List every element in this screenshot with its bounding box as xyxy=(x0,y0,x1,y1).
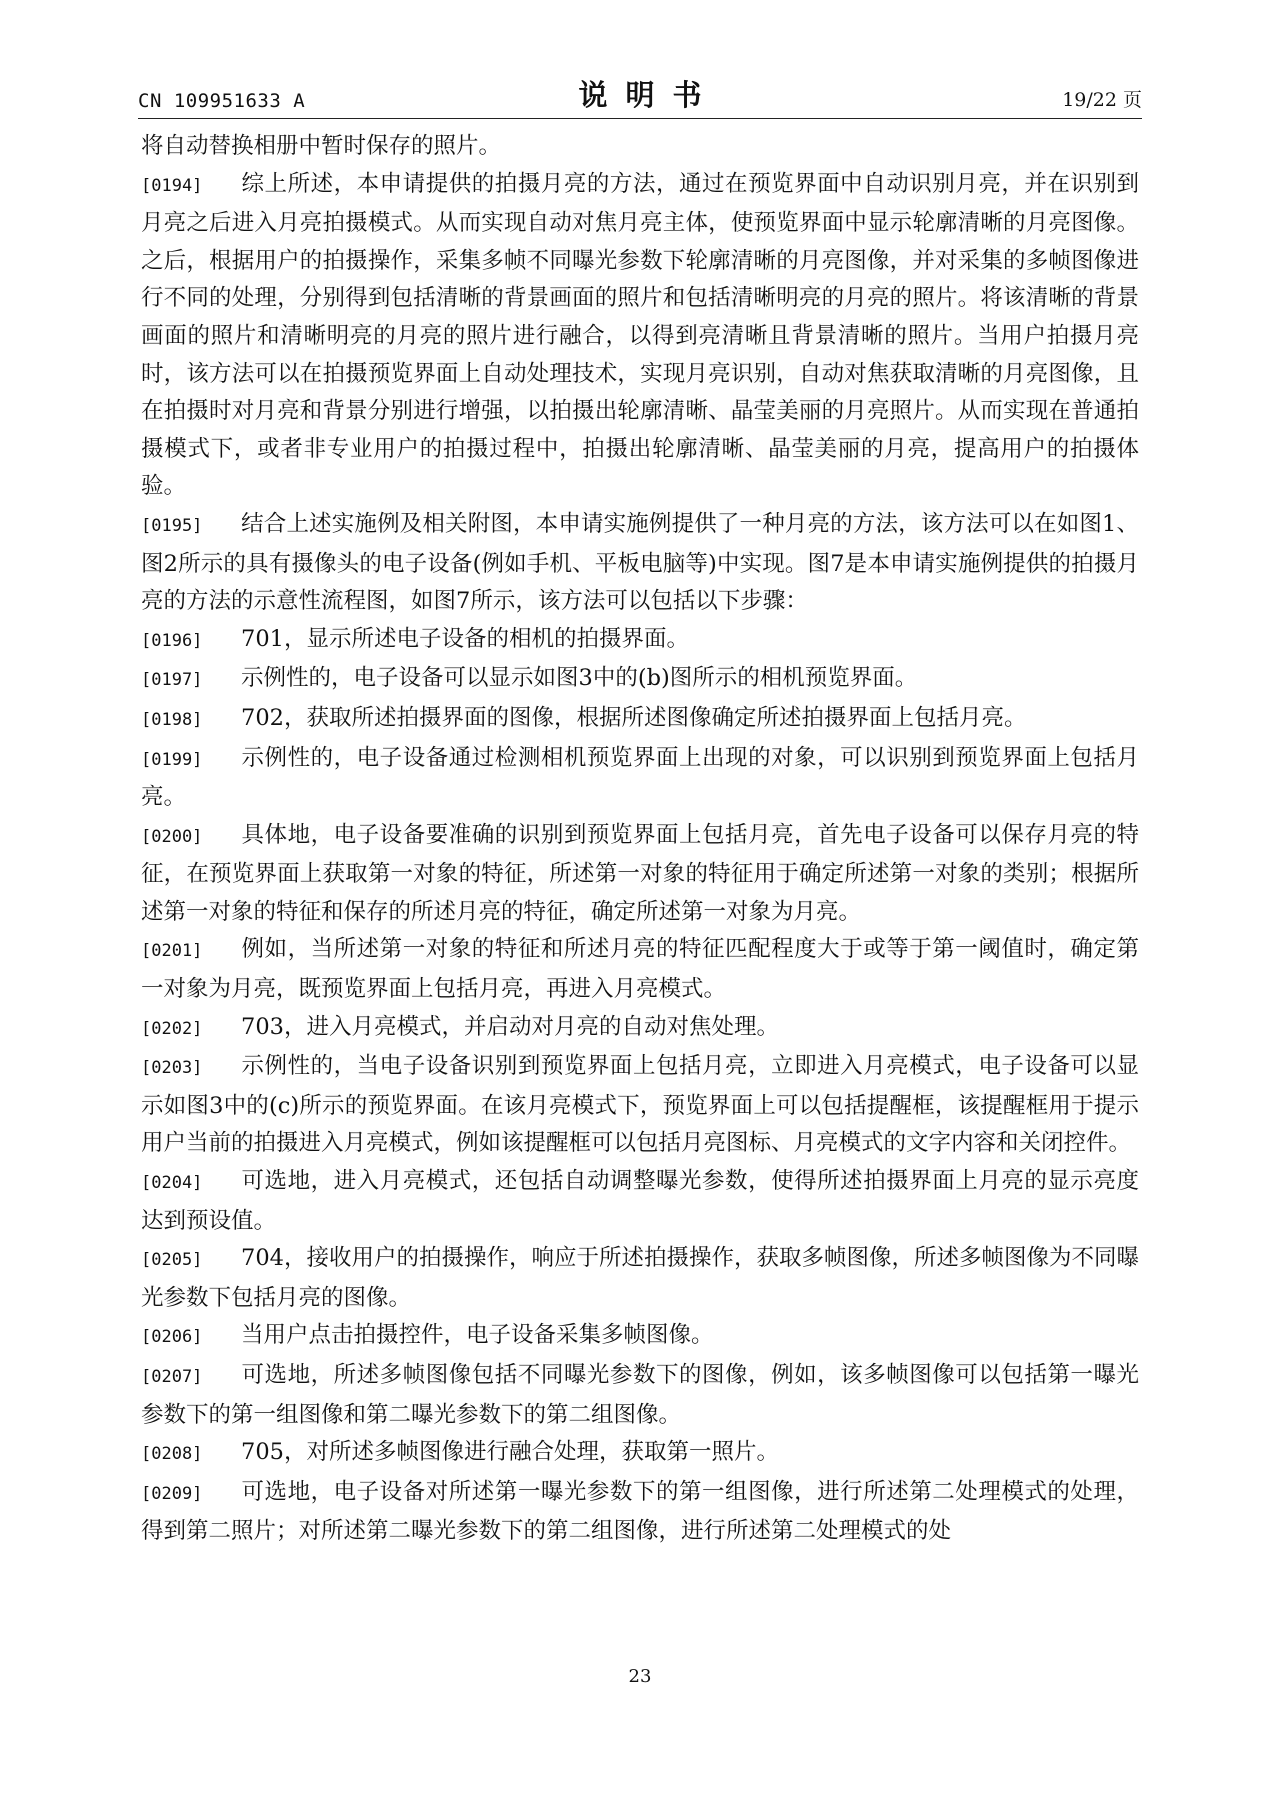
page-number: 23 xyxy=(628,1666,652,1687)
paragraph xyxy=(141,506,1139,621)
paragraph xyxy=(141,1163,1139,1240)
paragraph-number: [0198] xyxy=(141,709,203,730)
paragraph-text: 结合上述实施例及相关附图，本申请实施例提供了一种月亮的方法，该方法可以在如图1、图2所示的具有摄像头的电子设备(例如手机、平板电脑等)中实现。图7是本申请实施例提供的拍摄月亮的方法的示意性流程图，如图7所示，该方法可以包括以下步骤： xyxy=(141,510,1139,615)
paragraph-text: 可选地，进入月亮模式，还包括自动调整曝光参数，使得所述拍摄界面上月亮的显示亮度达到预设值。 xyxy=(141,1168,1139,1234)
paragraph-number: [0203] xyxy=(141,1058,203,1079)
paragraph-number: [0207] xyxy=(141,1367,203,1387)
paragraph xyxy=(141,817,1139,932)
paragraph xyxy=(141,700,1139,740)
paragraph-text: 704，接收用户的拍摄操作，响应于所述拍摄操作，获取多帧图像，所述多帧图像为不同曝光参数下包括月亮的图像。 xyxy=(141,1245,1139,1311)
paragraph xyxy=(141,1009,1139,1049)
page-info: 19/22 页 xyxy=(1062,89,1142,111)
paragraph-text: 具体地，电子设备要准确的识别到预览界面上包括月亮，首先电子设备可以保存月亮的特征，在预览界面上获取第一对象的特征，所述第一对象的特征用于确定所述第一对象的类别；根据所述第一对象的特征和保存的所述月亮的特征，确定所述第一对象为月亮。 xyxy=(141,821,1139,925)
paragraph-number: [0204] xyxy=(141,1173,203,1194)
paragraph-text: 例如，当所述第一对象的特征和所述月亮的特征匹配程度大于或等于第一阈值时，确定第一对象为月亮，既预览界面上包括月亮，再进入月亮模式。 xyxy=(141,936,1139,1003)
paragraph-number: [0197] xyxy=(141,670,203,691)
paragraph-text: 705，对所述多帧图像进行融合处理，获取第一照片。 xyxy=(241,1439,779,1466)
document-title: 说明书 xyxy=(578,78,720,112)
paragraph-text: 701，显示所述电子设备的相机的拍摄界面。 xyxy=(241,625,689,652)
paragraph xyxy=(141,128,1139,166)
paragraph-number: [0208] xyxy=(141,1444,203,1465)
paragraph xyxy=(141,660,1139,700)
publication-number: CN 109951633 A xyxy=(138,90,306,112)
paragraph-text: 综上所述，本申请提供的拍摄月亮的方法，通过在预览界面中自动识别月亮，并在识别到月亮之后进入月亮拍摄模式。从而实现自动对焦月亮主体，使预览界面中显示轮廓清晰的月亮图像。之后，根据用户的拍摄操作，采集多帧不同曝光参数下轮廓清晰的月亮图像，并对采集的多帧图像进行不同的处理，分别得到包括清晰的背景画面的照片和包括清晰明亮的月亮的照片。将该清晰的背景画面的照片和清晰明亮的月亮的照片进行融合，以得到亮清晰且背景清晰的照片。当用户拍摄月亮时，该方法可以在拍摄预览界面上自动处理技术，实现月亮识别，自动对焦获取清晰的月亮图像，且在拍摄时对月亮和背景分别进行增强，以拍摄出轮廓清晰、晶莹美丽的月亮照片。从而实现在普通拍摄模式下，或者非专业用户的拍摄过程中，拍摄出轮廓清晰、晶莹美丽的月亮，提高用户的拍摄体验。 xyxy=(141,170,1139,500)
paragraph-text: 可选地，电子设备对所述第一曝光参数下的第一组图像，进行所述第二处理模式的处理，得到第二照片；对所述第二曝光参数下的第二组图像，进行所述第二处理模式的处 xyxy=(141,1478,1139,1545)
paragraph-number: [0194] xyxy=(141,175,203,196)
paragraph-number: [0206] xyxy=(141,1327,203,1348)
paragraph xyxy=(141,1357,1139,1434)
paragraph-text: 将自动替换相册中暂时保存的照片。 xyxy=(141,133,502,159)
document-body xyxy=(141,128,1139,1551)
paragraph xyxy=(141,621,1139,661)
paragraph-text: 可选地，所述多帧图像包括不同曝光参数下的图像，例如，该多帧图像可以包括第一曝光参数下的第一组图像和第二曝光参数下的第二组图像。 xyxy=(141,1362,1139,1428)
paragraph-text: 示例性的，当电子设备识别到预览界面上包括月亮，立即进入月亮模式，电子设备可以显示如图3中的(c)所示的预览界面。在该月亮模式下，预览界面上可以包括提醒框，该提醒框用于提示用户当前的拍摄进入月亮模式，例如该提醒框可以包括月亮图标、月亮模式的文字内容和关闭控件。 xyxy=(141,1053,1139,1157)
paragraph xyxy=(141,1434,1139,1474)
paragraph-number: [0200] xyxy=(141,826,203,847)
paragraph-number: [0201] xyxy=(141,941,203,962)
paragraph-text: 示例性的，电子设备可以显示如图3中的(b)图所示的相机预览界面。 xyxy=(241,665,918,692)
paragraph xyxy=(141,1317,1139,1357)
paragraph xyxy=(141,166,1139,506)
paragraph-number: [0205] xyxy=(141,1250,203,1271)
paragraph-number: [0209] xyxy=(141,1483,203,1504)
paragraph-number: [0196] xyxy=(141,630,203,651)
page-header xyxy=(138,70,1142,119)
paragraph-text: 当用户点击拍摄控件，电子设备采集多帧图像。 xyxy=(241,1322,714,1349)
paragraph xyxy=(141,1048,1139,1163)
paragraph-text: 示例性的，电子设备通过检测相机预览界面上出现的对象，可以识别到预览界面上包括月亮。 xyxy=(141,744,1139,811)
paragraph xyxy=(141,931,1139,1008)
paragraph-number: [0202] xyxy=(141,1018,203,1039)
paragraph-number: [0195] xyxy=(141,515,203,536)
paragraph xyxy=(141,1474,1139,1551)
paragraph-number: [0199] xyxy=(141,749,203,770)
paragraph xyxy=(141,740,1139,817)
paragraph-text: 702，获取所述拍摄界面的图像，根据所述图像确定所述拍摄界面上包括月亮。 xyxy=(241,704,1027,731)
paragraph-text: 703，进入月亮模式，并启动对月亮的自动对焦处理。 xyxy=(241,1013,779,1040)
paragraph xyxy=(141,1240,1139,1317)
